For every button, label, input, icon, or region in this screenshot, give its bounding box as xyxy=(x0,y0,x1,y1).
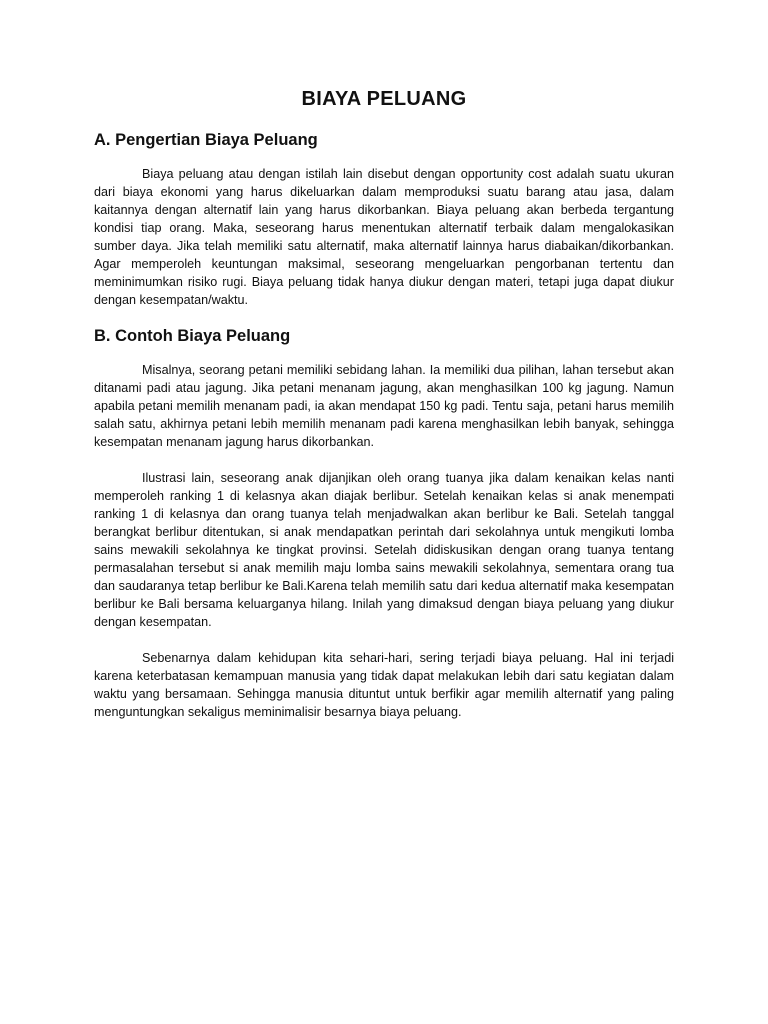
section-heading: B. Contoh Biaya Peluang xyxy=(94,327,291,345)
paragraph: Biaya peluang atau dengan istilah lain disebut dengan opportunity cost adalah suatu ukuran dari biaya ekonomi yang harus dikeluarkan dalam memproduksi suatu barang atau jasa, dalam kaitannya dengan alternatif lain yang harus dikorbankan. Biaya peluang akan berbeda tergantung kondisi tiap orang. Maka, seseorang harus menentukan alternatif terbaik dalam mengalokasikan sumber daya. Jika telah memiliki satu alternatif, maka alternatif lainnya harus diabaikan/dikorbankan. Agar memperoleh keuntungan maksimal, seseorang mengeluarkan pengorbanan tertentu dan meminimumkan risiko rugi. Biaya peluang tidak hanya diukur dengan materi, tetapi juga dapat diukur dengan kesempatan/waktu. xyxy=(94,167,674,307)
paragraph: Sebenarnya dalam kehidupan kita sehari-hari, sering terjadi biaya peluang. Hal ini terjadi karena keterbatasan kemampuan manusia yang tidak dapat melakukan lebih dari satu kegiatan dalam waktu yang bersamaan. Sehingga manusia dituntut untuk berfikir agar memilih alternatif yang paling menguntungkan sekaligus meminimalisir besarnya biaya peluang. xyxy=(94,651,674,719)
document-title: BIAYA PELUANG xyxy=(301,88,467,110)
section-pengertian xyxy=(94,131,674,309)
section-contoh xyxy=(94,327,674,721)
paragraph: Misalnya, seorang petani memiliki sebidang lahan. Ia memiliki dua pilihan, lahan tersebut akan ditanami padi atau jagung. Jika petani menanam jagung, akan menghasilkan 100 kg jagung. Namun apabila petani memilih menanam padi, ia akan mendapat 150 kg padi. Tentu saja, petani harus memilih salah satu, akhirnya petani lebih memilih menanam padi karena menghasilkan lebih banyak, sehingga kesempatan menanam jagung harus dikorbankan. xyxy=(94,363,674,449)
section-heading: A. Pengertian Biaya Peluang xyxy=(94,131,318,149)
paragraph: Ilustrasi lain, seseorang anak dijanjikan oleh orang tuanya jika dalam kenaikan kelas nanti memperoleh ranking 1 di kelasnya akan diajak berlibur. Setelah kenaikan kelas si anak menempati ranking 1 di kelasnya dan orang tuanya telah menjadwalkan akan berlibur ke Bali. Setelah tanggal berangkat berlibur ditentukan, si anak mendapatkan perintah dari sekolahnya untuk mengikuti lomba sains mewakili sekolahnya ke tingkat provinsi. Setelah didiskusikan dengan orang tuanya tentang permasalahan tersebut si anak memilih maju lomba sains mewakili sekolahnya, sementara orang tua dan saudaranya tetap berlibur ke Bali.Karena telah memilih satu dari kedua alternatif maka kesempatan berlibur ke Bali bersama keluarganya hilang. Inilah yang dimaksud dengan biaya peluang yang diukur dengan kesempatan. xyxy=(94,471,674,629)
